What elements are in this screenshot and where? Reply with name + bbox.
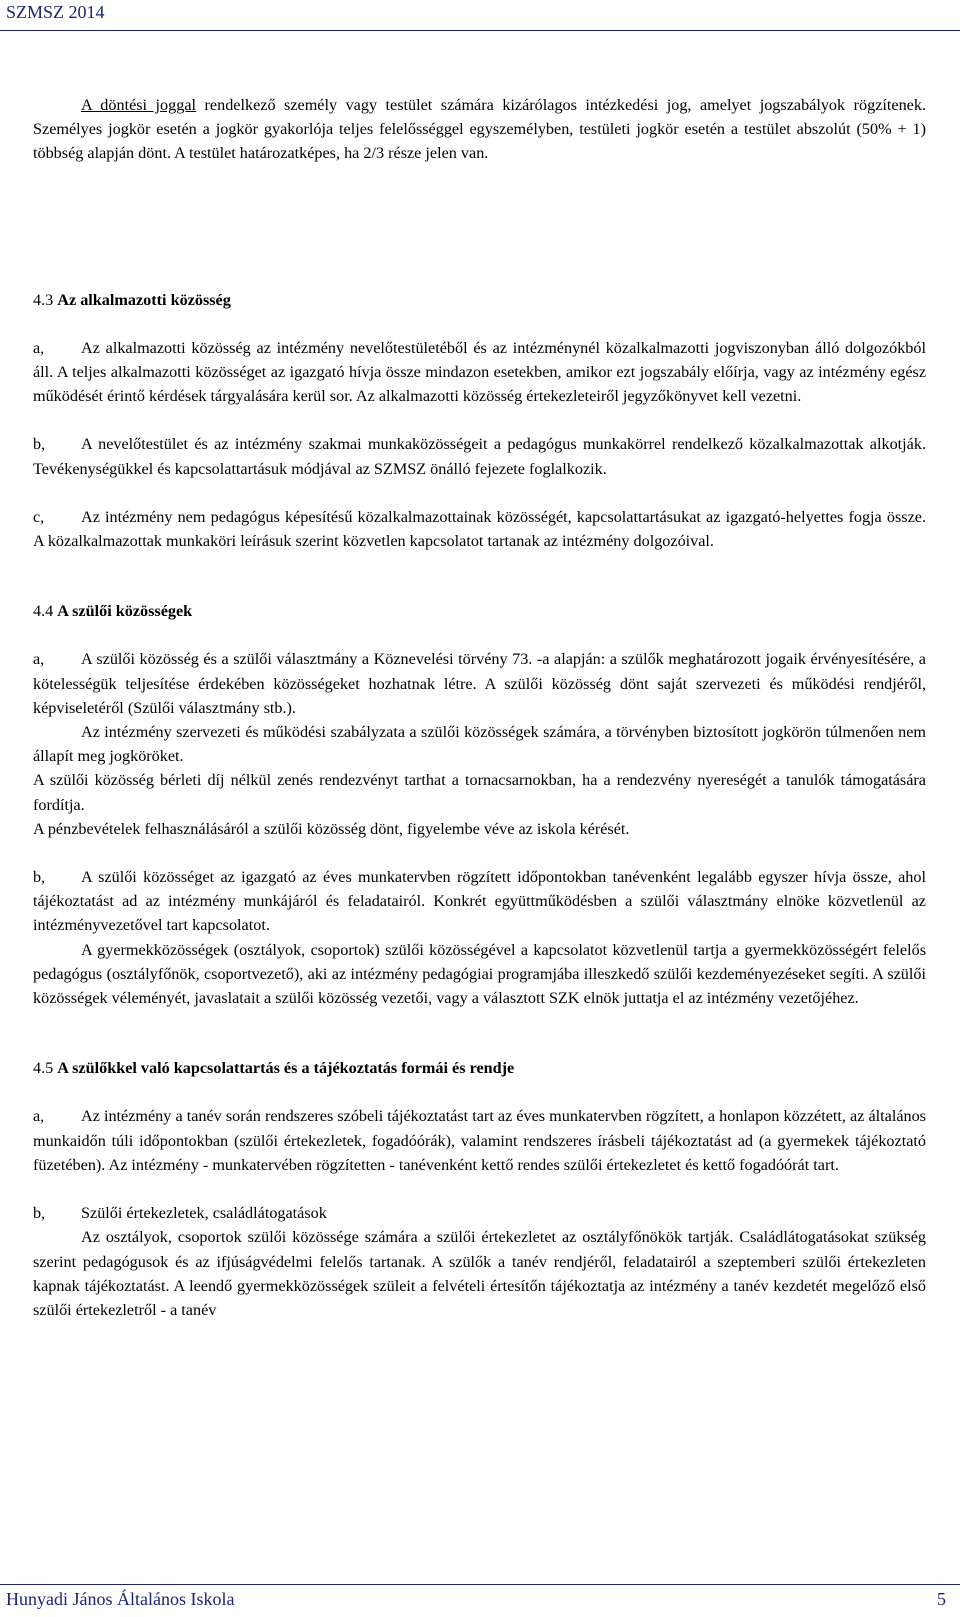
section-4-4-a-p3: A szülői közösség bérleti díj nélkül zenés rendezvényt tarthat a tornacsarnokban, ha a rendezvény nyereségét a tanulók támogatására fordítja. xyxy=(33,771,926,814)
section-4-3-a: a, Az alkalmazotti közösség az intézmény nevelőtestületéből és az intézménynél közalkalmazotti jogviszonyban álló dolgozókból áll. A teljes alkalmazotti közösséget az igazgató hívja össze mindazon esetekben, amikor ezt jogszabály előírja, vagy az intézmény egész működését érintő kérdések tárgyalására kerül sor. Az alkalmazotti közösség értekezleteiről jegyzőkönyvet kell vezetni. xyxy=(33,338,926,406)
section-4-3-heading: 4.3 Az alkalmazotti közösség xyxy=(33,290,231,309)
section-4-5-b-title: b, Szülői értekezletek, családlátogatások xyxy=(33,1204,327,1223)
section-4-4-a: a, A szülői közösség és a szülői választmány a Köznevelési törvény 73. -a alapján: a szülők meghatározott jogaik érvényesítésére, a kötelességük teljesítése érdekében közösségeket hozhatnak létre. A szülői közösség dönt saját szervezeti és működési rendjéről, képviseletéről (Szülői választmány stb.). xyxy=(33,650,926,717)
section-4-5-b-p1: Az osztályok, csoportok szülői közössége számára a szülői értekezletet az osztályfőnökök tartják. Családlátogatásokat szükség szerint pedagógusok és az ifjúságvédelmi felelős tartanak. A szülők a tanév rendjéről, feladatairól a szeptemberi szülői értekezleten kapnak tájékoztatást. A leendő gyermekközösségek szüleit a felvételi értesítőn tájékoztatja az intézmény a tanév kezdetét megelőző első szülői értekezletről - a tanév xyxy=(33,1228,926,1319)
section-4-3-b: b, A nevelőtestület és az intézmény szakmai munkaközösségeit a pedagógus munkakörrel rendelkező közalkalmazottak alkotják. Tevékenységükkel és kapcsolattartásuk módjával az SZMSZ önálló fejezete foglalkozik. xyxy=(33,435,926,478)
section-4-4-heading: 4.4 A szülői közösségek xyxy=(33,602,193,621)
document-body xyxy=(33,93,926,1322)
header-divider xyxy=(0,30,960,31)
section-4-5-heading: 4.5 A szülőkkel való kapcsolattartás és a tájékoztatás formái és rendje xyxy=(33,1059,515,1078)
intro-paragraph xyxy=(33,93,926,166)
section-4-4-b: b, A szülői közösséget az igazgató az éves munkatervben rögzített időpontokban tanévenként legalább egyszer hívja össze, ahol tájékoztatást ad az intézmény munkájáról és feladatairól. Konkrét együttműködésben a szülői választmány elnöke közvetlenül az intézményvezetővel tart kapcsolatot. xyxy=(33,868,926,935)
footer-school-name: Hunyadi János Általános Iskola xyxy=(6,1589,235,1609)
section-4-5-a: a, Az intézmény a tanév során rendszeres szóbeli tájékoztatást tart az éves munkatervben rögzített, a honlapon közzétett, az általános munkaidőn túli időpontokban (szülői értekezletek, fogadóórák), valamint rendszeres írásbeli tájékoztatást ad (a gyermekek tájékoztató füzetében). Az intézmény - munkatervében rögzítetten - tanévenként kettő rendes szülői értekezletet és kettő fogadóórát tart. xyxy=(33,1107,926,1174)
section-4-3-c: c, Az intézmény nem pedagógus képesítésű közalkalmazottainak közösségét, kapcsolattartásukat az igazgató-helyettes fogja össze. A közalkalmazottak munkaköri leírásuk szerint közvetlen kapcsolatot tartanak az intézmény dolgozóival. xyxy=(33,507,926,551)
section-4-4-a-p2: Az intézmény szervezeti és működési szabályzata a szülői közösségek számára, a törvényben biztosított jogkörön túlmenően nem állapít meg jogköröket. xyxy=(33,723,926,766)
intro-text: rendelkező személy vagy testület számára kizárólagos intézkedési jog, amelyet jogszabályok rögzítenek. Személyes jogkör esetén a jogkör gyakorlója teljes felelősséggel egyszemélyben, testületi jogkör esetén a testület abszolút (50% + 1) többség alapján dönt. A testület határozatképes, ha 2/3 része jelen van. xyxy=(33,96,926,163)
section-4-4-a-p4: A pénzbevételek felhasználásáról a szülői közösség dönt, figyelembe véve az iskola kérését. xyxy=(33,819,630,838)
intro-underlined-term: A döntési joggal xyxy=(81,96,197,114)
header-title: SZMSZ 2014 xyxy=(6,2,105,22)
footer-page-number: 5 xyxy=(937,1589,946,1609)
footer-divider xyxy=(0,1584,960,1585)
section-4-4-b-p2: A gyermekközösségek (osztályok, csoportok) szülői közösségével a kapcsolatot közvetlenül tartja a gyermekközösségért felelős pedagógus (osztályfőnök, csoportvezető), aki az intézmény pedagógiai programjába illeszkedő szülői kezdeményezéseket segíti. A szülői közösségek véleményét, javaslatait a szülői közösség vezetői, vagy a választott SZK elnök juttatja el az intézmény vezetőjéhez. xyxy=(33,940,926,1008)
